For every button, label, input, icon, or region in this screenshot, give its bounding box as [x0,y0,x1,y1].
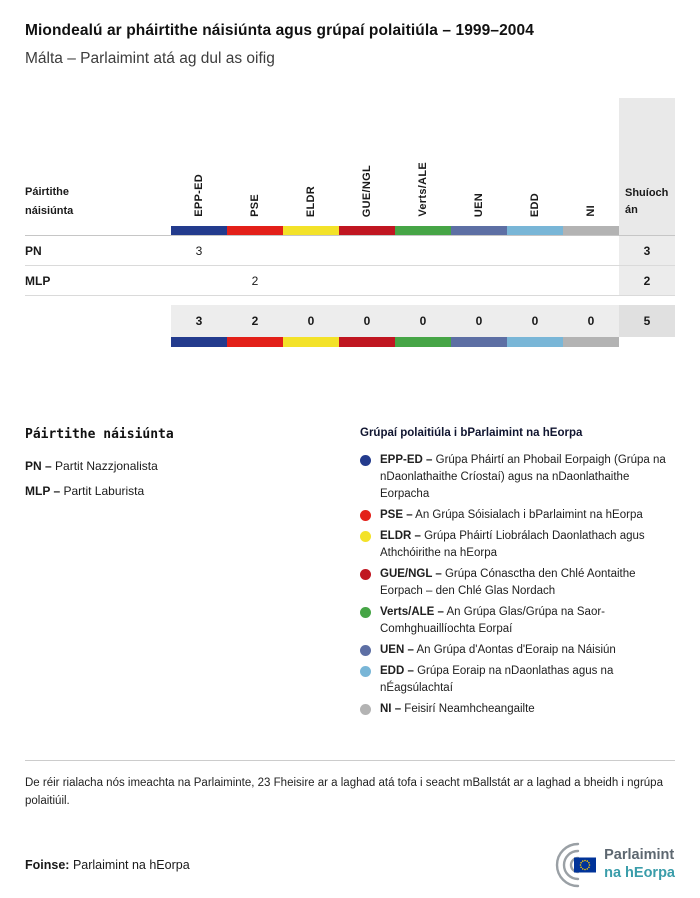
hemicycle-icon [532,841,598,889]
national-parties-legend [25,427,360,722]
page-title: Miondealú ar pháirtithe náisiúnta agus grúpaí polaitiúla – 1999–2004 [25,22,534,39]
breakdown-table [25,98,675,347]
table-row-mlp [25,266,675,296]
seat-value [507,266,563,295]
column-header-eldr: ELDR [305,185,317,217]
legend-party-item: MLP – Partit Laburista [25,484,145,498]
legends-section [25,427,675,722]
page-subtitle: Málta – Parlaimint atá ag dul as oifig [25,50,275,67]
legend-party-item: PN – Partit Nazzjonalista [25,459,158,473]
total-value: 2 [227,305,283,337]
table-header-row [25,98,675,226]
legend-group-item: GUE/NGL – Grúpa Cónasctha den Chlé Aontaithe Eorpach – den Chlé Glas Nordach [360,566,675,600]
party-name: PN [25,243,42,258]
bar-spacer [25,337,171,347]
color-bar-eldr [283,337,339,347]
table-row-pn [25,236,675,266]
row-header-label: Páirtithe náisiúnta [25,185,74,217]
political-groups-legend-title: Grúpaí polaitiúla i bParlaimint na hEorpa [360,427,583,439]
row-total: 3 [619,236,675,265]
total-value: 0 [395,305,451,337]
seat-value [395,266,451,295]
color-bar-uen [451,337,507,347]
footnote: De réir rialacha nós imeachta na Parlaiminte, 23 Fheisire ar a laghad atá tofa i seacht mBallstát ar a laghad a bheidh i ngrúpa polaitiúil. [25,777,663,808]
total-value: 0 [451,305,507,337]
seat-value [227,236,283,265]
color-bar-pse [227,337,283,347]
color-bar-gue-ngl [339,226,395,235]
totals-spacer [25,296,675,305]
seat-value [451,266,507,295]
seat-value [395,236,451,265]
seat-value: 2 [251,273,259,288]
party-name: MLP [25,273,51,288]
color-bar-epp-ed [171,337,227,347]
verts-ale-color-dot [360,607,371,618]
footer-divider [25,760,675,761]
column-header-uen: UEN [473,192,485,217]
column-header-epp-ed: EPP-ED [193,174,205,217]
grand-total: 5 [619,305,675,337]
color-bar-gue-ngl [339,337,395,347]
seat-value [563,236,619,265]
color-bar-ni [563,337,619,347]
eldr-color-dot [360,531,371,542]
legend-group-item: ELDR – Grúpa Pháirtí Liobrálach Daonlathach agus Athchóirithe na hEorpa [360,528,675,562]
row-header-cell [25,98,171,226]
group-color-bars-top [25,226,675,236]
source-value: Parlaimint na hEorpa [72,857,190,872]
political-groups-legend [360,427,675,722]
legend-group-item: UEN – An Grúpa d'Aontas d'Eoraip na Náisiún [360,642,675,659]
total-value: 3 [171,305,227,337]
legend-group-item: PSE – An Grúpa Sóisialach i bParlaimint na hEorpa [360,507,675,524]
gue-ngl-color-dot [360,569,371,580]
column-header-pse: PSE [249,194,261,217]
legend-group-item: EDD – Grúpa Eoraip na nDaonlathas agus na nÉagsúlachtaí [360,663,675,697]
seat-value: 3 [195,243,203,258]
source-label: Foinse: [25,857,70,872]
color-bar-eldr [283,226,339,235]
color-bar-verts-ale [395,337,451,347]
logo-wordmark: Parlaimint na hEorpa [604,847,675,881]
table-totals-row [25,305,675,337]
total-value: 0 [339,305,395,337]
color-bar-ni [563,226,619,235]
seat-value [507,236,563,265]
seats-header-label: Shuíochán [625,186,669,217]
pse-color-dot [360,510,371,521]
totals-label-blank [25,305,171,337]
seat-value [563,266,619,295]
edd-color-dot [360,666,371,677]
color-bar-edd [507,337,563,347]
group-color-bars-bottom [25,337,675,347]
footer-row [25,841,675,889]
color-bar-uen [451,226,507,235]
seat-value [283,236,339,265]
color-bar-epp-ed [171,226,227,235]
national-parties-legend-title: Páirtithe náisiúnta [25,427,174,442]
seats-header-fill [619,226,675,235]
ni-color-dot [360,704,371,715]
total-value: 0 [283,305,339,337]
total-value: 0 [563,305,619,337]
legend-group-item: NI – Feisirí Neamhcheangailte [360,701,675,718]
color-bar-pse [227,226,283,235]
total-value: 0 [507,305,563,337]
legend-group-item: EPP-ED – Grúpa Pháirtí an Phobail Eorpaigh (Grúpa na nDaonlathaithe Críostaí) agus na nDaonlathaithe Eorpacha [360,452,675,503]
bar-spacer [25,226,171,235]
seat-value [451,236,507,265]
seat-value [339,266,395,295]
uen-color-dot [360,645,371,656]
seat-value [339,236,395,265]
seats-header-cell [619,98,675,226]
european-parliament-logo [532,841,675,889]
column-header-gue-ngl: GUE/NGL [361,164,373,217]
seat-value [283,266,339,295]
color-bar-edd [507,226,563,235]
column-header-verts-ale: Verts/ALE [417,162,429,217]
column-header-edd: EDD [529,192,541,217]
bar-spacer [619,337,675,347]
row-total: 2 [619,266,675,295]
source-line [25,858,190,872]
legend-group-item: Verts/ALE – An Grúpa Glas/Grúpa na Saor-Comhghuaillíochta Eorpaí [360,604,675,638]
epp-ed-color-dot [360,455,371,466]
column-header-ni: NI [585,205,597,217]
seat-value [171,266,227,295]
color-bar-verts-ale [395,226,451,235]
